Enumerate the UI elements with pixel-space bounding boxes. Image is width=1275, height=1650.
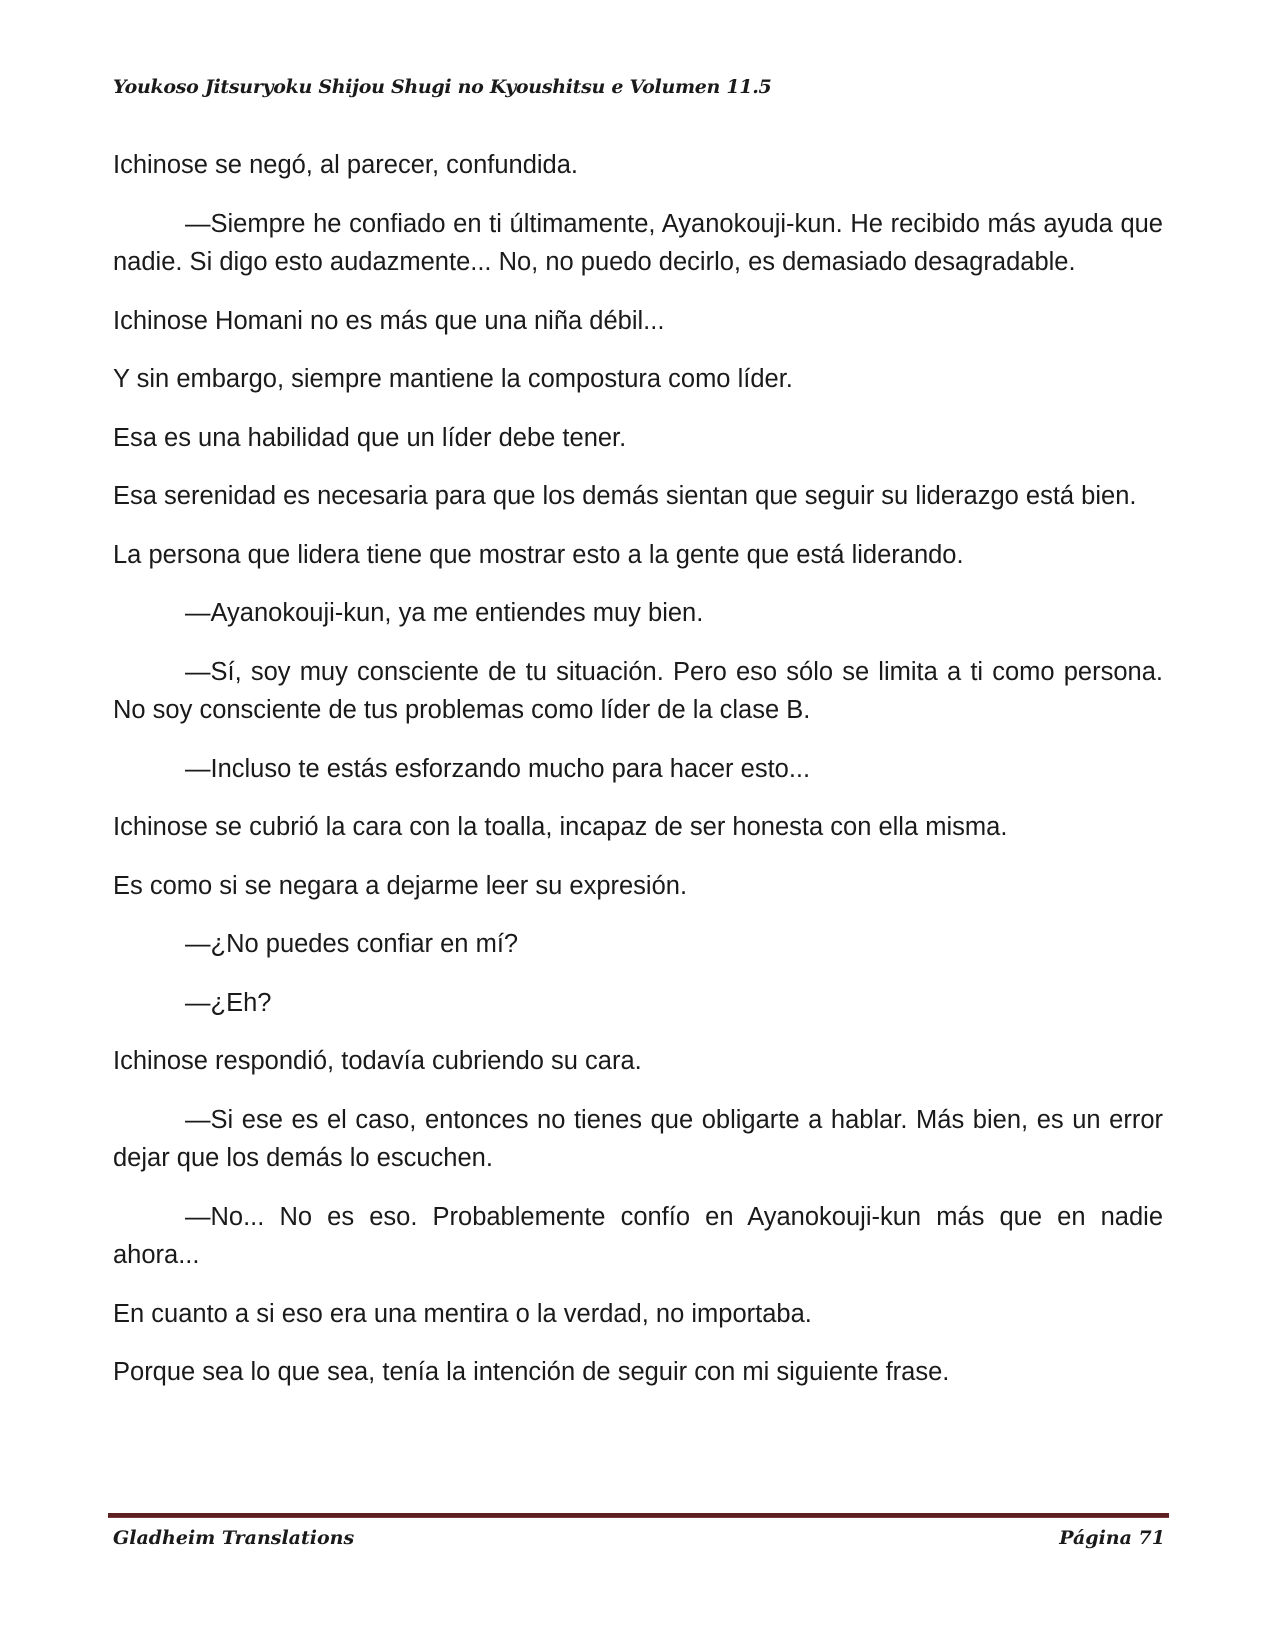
paragraph: Ichinose se cubrió la cara con la toalla, incapaz de ser honesta con ella misma. [113,813,1008,841]
page-number: Página 71 [1059,1527,1165,1549]
dialogue-paragraph: —¿No puedes confiar en mí? [185,930,519,958]
dialogue-paragraph: —Incluso te estás esforzando mucho para hacer esto... [185,754,811,783]
paragraph: Porque sea lo que sea, tenía la intención de seguir con mi siguiente frase. [113,1358,950,1386]
paragraph: Ichinose respondió, todavía cubriendo su cara. [113,1047,642,1075]
running-header: Youkoso Jitsuryoku Shijou Shugi no Kyoushitsu e Volumen 11.5 [113,76,772,98]
dialogue-paragraph: —Siempre he confiado en ti últimamente, Ayanokouji-kun. He recibido más ayuda que nadie. Si digo esto audazmente... No, no puedo decirlo, es demasiado desagradable. [113,209,1163,276]
paragraph: Esa es una habilidad que un líder debe tener. [113,423,627,452]
paragraph: Ichinose Homani no es más que una niña débil... [113,306,665,335]
footer-translator: Gladheim Translations [113,1527,355,1549]
paragraph: Esa serenidad es necesaria para que los demás sientan que seguir su liderazgo está bien. [113,482,1137,510]
dialogue-paragraph: —No... No es eso. Probablemente confío en Ayanokouji-kun más que en nadie ahora... [113,1202,1163,1269]
dialogue-paragraph: —¿Eh? [185,988,272,1017]
document-body [113,146,1163,1412]
paragraph: La persona que lidera tiene que mostrar esto a la gente que está liderando. [113,540,964,569]
paragraph: Y sin embargo, siempre mantiene la compostura como líder. [113,365,793,393]
paragraph: Es como si se negara a dejarme leer su expresión. [113,871,688,900]
dialogue-paragraph: —Ayanokouji-kun, ya me entiendes muy bien. [185,599,704,627]
footer-divider [108,1513,1169,1518]
paragraph: En cuanto a si eso era una mentira o la verdad, no importaba. [113,1299,812,1328]
dialogue-paragraph: —Sí, soy muy consciente de tu situación. Pero eso sólo se limita a ti como persona. No soy consciente de tus problemas como líder de la clase B. [113,657,1163,724]
dialogue-paragraph: —Si ese es el caso, entonces no tienes que obligarte a hablar. Más bien, es un error dejar que los demás lo escuchen. [113,1105,1163,1172]
paragraph: Ichinose se negó, al parecer, confundida. [113,151,578,179]
